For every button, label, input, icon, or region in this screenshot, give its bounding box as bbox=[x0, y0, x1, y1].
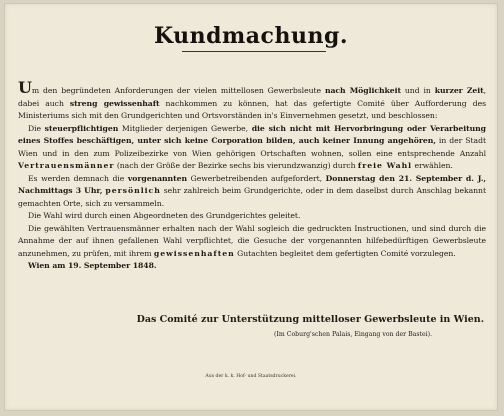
date-line: Wien am 19. September 1848. bbox=[28, 261, 157, 270]
paragraph-assembly: Es werden demnach die vorgenannten Gewerbetreibenden aufgefordert, Donnerstag den 21. September d. J., Nachmittags 3 Uhr, persönlich sehr zahlreich beim Grundgerichte, oder in dem daselbst durch Anschlag bekannt gemachten Orte, sich zu versammeln. bbox=[18, 173, 486, 208]
drop-cap: U bbox=[18, 78, 32, 97]
document-title: Kundmachung. bbox=[154, 23, 348, 49]
paragraph-members: Die steuerpflichtigen Mitglieder derjenigen Gewerbe, die sich nicht mit Hervorbringung oder Verarbeitung eines Stoffes beschäftigen, unter sich keine Corporation bilden, auch keiner Innung angehören, in der Stadt Wien und in den zum Polizeibezirke von Wien gehörigen Ortschaften wohnen, sollen eine entsprechende Anzahl Vertrauensmänner (nach der Größe der Bezirke sechs bis vierundzwanzig) durch freie Wahl erwählen. bbox=[18, 123, 487, 170]
signature-address: (Im Coburg'schen Palais, Eingang von der Bastei). bbox=[274, 331, 432, 338]
title-underline bbox=[182, 51, 326, 52]
printer-imprint: Aus der k. k. Hof- und Staatsdruckerei. bbox=[205, 374, 297, 379]
paragraph-election: Die Wahl wird durch einen Abgeordneten des Grundgerichtes geleitet. bbox=[28, 211, 301, 220]
signature-committee: Das Comité zur Unterstützung mittelloser Gewerbsleute in Wien. bbox=[136, 314, 484, 325]
document-body bbox=[18, 78, 487, 273]
paragraph-intro: Um den begründeten Anforderungen der vielen mittellosen Gewerbsleute nach Möglichkeit und in kurzer Zeit, dabei auch streng gewissenhaft nachkommen zu können, hat das gefertigte Comité über Aufforderung des Ministeriums sich mit den Grundgerichten und Ortsvorständen in's Einvernehmen gesetzt, und beschlossen: bbox=[18, 78, 486, 120]
poster-sheet bbox=[4, 3, 498, 411]
paragraph-instructions: Die gewählten Vertrauensmänner erhalten nach der Wahl sogleich die gedruckten Instructionen, und sind durch die Annahme der auf ihnen gefallenen Wahl verpflichtet, die Gesuche der vorgenannten hilfebedürftigen Gewerbsleute anzunehmen, zu prüfen, mit ihrem gewissenhaften Gutachten begleitet dem gefertigten Comité vorzulegen. bbox=[18, 223, 486, 258]
